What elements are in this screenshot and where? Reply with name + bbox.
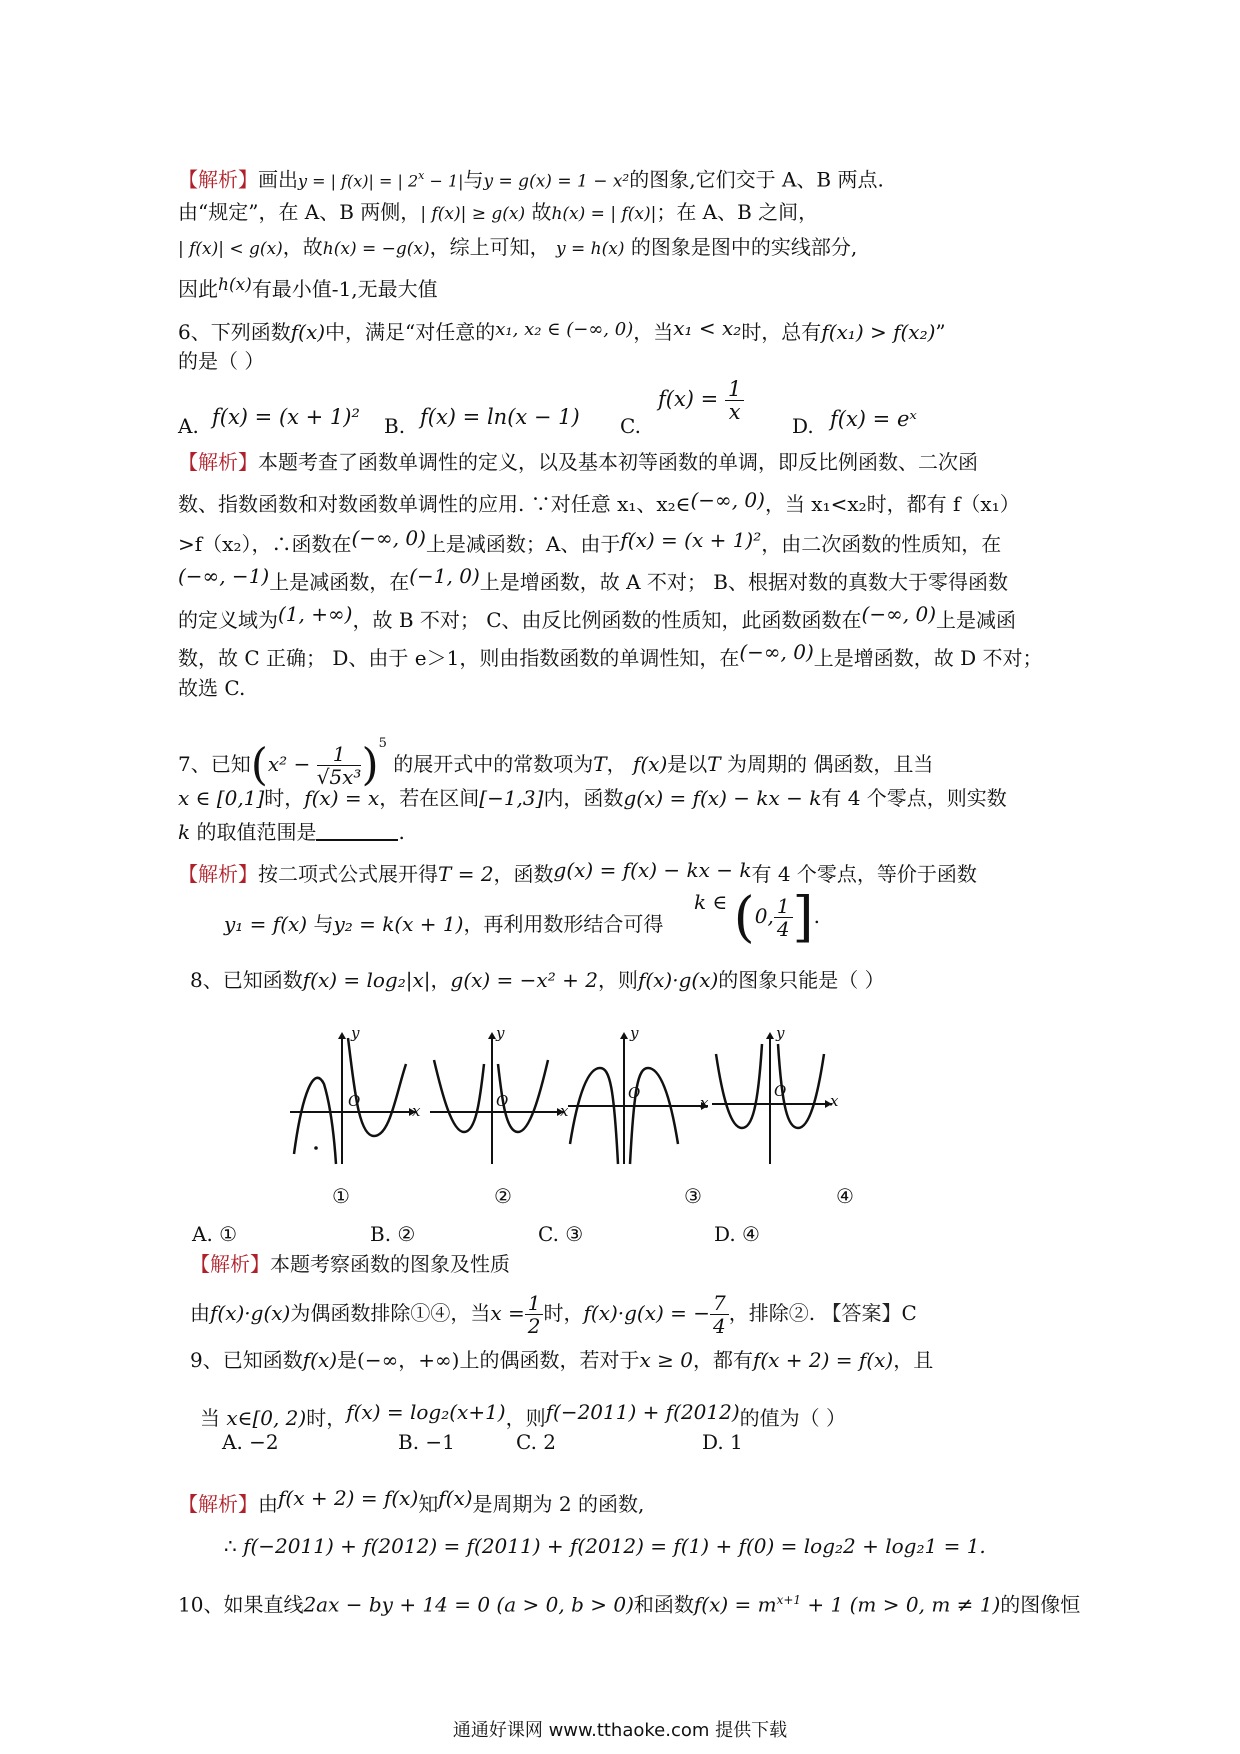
text: 时， (306, 1406, 347, 1430)
analysis-tag: 【解析】 (178, 450, 258, 474)
text: 有 4 个零点，则实数 (821, 786, 1007, 810)
graph-label-3: ③ (684, 1184, 702, 1208)
q9-line-2 (200, 1398, 846, 1432)
text: . (813, 904, 820, 928)
text: ；在 A、B 之间， (656, 200, 819, 224)
math: y = | f(x)| = | 2 (298, 171, 419, 191)
text: 数，故 C 正确； D、由于 e＞1，则由指数函数的单调性知，在 (178, 646, 740, 670)
text: 本题考察函数的图象及性质 (270, 1252, 510, 1276)
analysis-tag: 【解析】 (178, 167, 258, 192)
q6-line-1 (178, 314, 946, 346)
text: 的值为（ ） (739, 1406, 847, 1430)
q8-line-1 (190, 966, 885, 994)
q6-solution-6 (178, 638, 1043, 672)
math: g(x) = −x² + 2 (450, 968, 598, 992)
q9-option-a: A. −2 (222, 1430, 279, 1454)
text: 时， (543, 1301, 584, 1325)
math: + 1 (m > 0, m ≠ 1) (801, 1592, 1001, 1617)
math: f(x) (632, 752, 668, 776)
math: f(x) = x (304, 786, 380, 810)
text: 的图象只能是（ ） (718, 968, 885, 992)
math: f(−2011) + f(2012) (545, 1400, 740, 1424)
fraction-denominator: √5x³ (316, 765, 362, 789)
option-letter: D. (792, 414, 814, 438)
axis-x-label-3: x (700, 1094, 709, 1112)
origin-label-1: O (348, 1092, 361, 1110)
analysis-tag: 【解析】 (190, 1252, 270, 1276)
text: ，且 (893, 1348, 934, 1372)
text: 6、下列函数 (178, 320, 291, 344)
q7-line-1 (178, 730, 934, 791)
math: f(x)·g(x) (637, 968, 719, 992)
math: f(x + 2) = f(x) (752, 1348, 894, 1372)
origin-label-3: O (628, 1084, 641, 1102)
text: 是以 (667, 752, 708, 776)
text: 有最小值-1,无最大值 (251, 277, 438, 301)
q6-option-b (384, 412, 405, 440)
q8-solution-1 (190, 1250, 510, 1278)
text: 画出 (258, 167, 298, 192)
text: 有 4 个零点，等价于函数 (751, 862, 977, 886)
text: . (398, 820, 405, 844)
text: 数、指数函数和对数函数单调性的应用. ∵对任意 x₁、x₂∈ (178, 492, 691, 516)
math: f(x) (438, 1486, 473, 1510)
q6-option-c (620, 412, 641, 440)
text: 9、已知函数 (190, 1348, 303, 1372)
text: 上是增函数，故 D 不对； (813, 646, 1043, 670)
math: h(x) = | f(x)| (551, 204, 657, 224)
option-letter: C. (620, 414, 641, 438)
q6-option-c-math (658, 378, 744, 423)
q7-solution-2 (224, 910, 663, 938)
q6-solution-4 (178, 562, 1008, 596)
text: 上是减函 (936, 608, 1017, 632)
math: f(x + 2) = f(x) (278, 1486, 419, 1510)
fraction-denominator: x (728, 400, 741, 424)
text: 由 (258, 1492, 278, 1516)
text: >f（x₂），∴函数在 (178, 532, 352, 556)
math: f(x₁) > f(x₂) (821, 320, 936, 344)
origin-label-2: O (496, 1092, 509, 1110)
axis-x-label-2: x (560, 1102, 569, 1120)
text: 的图象,它们交于 A、B 两点. (629, 167, 884, 192)
text: ，则 (505, 1406, 546, 1430)
axis-y-label-1: y (351, 1024, 360, 1042)
paren-left: ( (250, 739, 268, 791)
fraction (725, 378, 744, 423)
fraction (317, 743, 362, 788)
text: 知 (418, 1492, 439, 1516)
math: (−∞, 0) (739, 640, 814, 664)
paren-right: ) (361, 739, 379, 791)
text: ” (935, 320, 946, 344)
math: x = (490, 1301, 525, 1325)
q6-option-b-math: f(x) = ln(x − 1) (420, 405, 580, 429)
axis-x-label-1: x (412, 1102, 421, 1120)
q9-solution-1 (178, 1484, 644, 1518)
math: y = g(x) = 1 − x² (483, 171, 630, 192)
fraction-denominator: 2 (527, 1314, 541, 1338)
math: | f(x)| < g(x) (178, 239, 283, 259)
math: f(x) = (x + 1)² (620, 528, 762, 552)
math: f(x) = m (693, 1592, 777, 1617)
math: (1, +∞) (278, 602, 353, 626)
text: 的图像恒 (1000, 1592, 1081, 1617)
math: h(x) = −g(x) (322, 239, 430, 259)
math: x₁, x₂ ∈ (−∞, 0) (495, 319, 634, 340)
text: 故 (531, 200, 552, 224)
text: 为周期的 偶函数，且当 (726, 752, 934, 776)
option-letter: A. (178, 414, 199, 438)
q8-option-c: C. ③ (538, 1222, 584, 1246)
text: 的定义域为 (178, 608, 278, 632)
text: 当 (200, 1406, 220, 1430)
q7-solution-1 (178, 856, 977, 888)
p5-line-2 (178, 198, 818, 228)
text: ， (430, 968, 451, 992)
math: (−∞, 0) (351, 526, 426, 550)
math: [−1,3] (479, 786, 544, 810)
text: 由“规定”，在 A、B 两侧， (178, 200, 421, 224)
math: x ≥ 0 (639, 1348, 693, 1372)
math: k ∈ (694, 890, 728, 914)
math: y = h(x) (556, 239, 625, 259)
graph-label-2: ② (494, 1184, 512, 1208)
answer-value: C (901, 1301, 917, 1325)
math: f(x)·g(x) (210, 1301, 291, 1325)
q6-option-a-math: f(x) = (x + 1)² (212, 405, 360, 429)
text: 按二项式公式展开得 (258, 862, 438, 886)
math: (−1, 0) (409, 564, 480, 588)
text: ， (606, 752, 627, 776)
text: 7、已知 (178, 752, 251, 776)
text: ，函数 (493, 862, 554, 886)
math: f(x) = log₂|x| (302, 968, 431, 992)
text: 的展开式中的常数项为 (393, 752, 594, 776)
math: f(x) = log₂(x+1) (346, 1400, 506, 1424)
math: − (293, 752, 311, 776)
text: 的图象是图中的实线部分, (630, 235, 858, 259)
math: T (593, 752, 607, 776)
p5-line-1: 【解析】画出y = | f(x)| = | $2^x - 1|$与y = g(x) = 1 − x²的图象,它们交于 A、B 两点. (178, 167, 884, 192)
q7-line-3 (178, 818, 405, 846)
text: 为偶函数排除①④，当 (290, 1301, 491, 1325)
math: g(x) = f(x) − kx − k (553, 858, 752, 882)
text: 是(−∞，+∞)上的偶函数，若对于 (337, 1348, 640, 1372)
text: ，故 (282, 235, 323, 259)
q6-option-a (178, 412, 199, 440)
answer-blank (316, 819, 398, 841)
q9-option-d: D. 1 (702, 1430, 743, 1454)
fraction-numerator: 1 (317, 743, 362, 766)
math: 0, (754, 904, 774, 928)
text: 10、如果直线 (178, 1592, 304, 1617)
math: g(x) = f(x) − kx − k (623, 786, 822, 810)
axis-y-label-2: y (496, 1024, 505, 1042)
q8-option-d: D. ④ (714, 1222, 760, 1246)
analysis-tag: 【解析】 (178, 1492, 258, 1516)
fraction-numerator: 1 (525, 1292, 544, 1315)
math: 2ax − by + 14 = 0 (a > 0, b > 0) (303, 1592, 634, 1617)
text: 内，函数 (543, 786, 624, 810)
q8-option-a: A. ① (192, 1222, 238, 1246)
text: 故选 C. (178, 676, 246, 700)
math: y₁ = f(x) (224, 912, 308, 936)
fraction (774, 895, 793, 940)
p5-line-4 (178, 271, 438, 303)
math: f(−2011) + f(2012) = f(2011) + f(2012) = f(1) + f(0) = log₂2 + log₂1 = 1. (243, 1534, 986, 1558)
q10-line-1 (178, 1586, 1080, 1619)
axis-y-label-3: y (630, 1024, 639, 1042)
page-footer: 通通好课网 www.tthaoke.com 提供下载 (452, 1720, 788, 1741)
text: 时，总有 (741, 320, 822, 344)
q6-solution-7 (178, 674, 245, 702)
paren-left: ( (733, 885, 755, 949)
p5-line-3 (178, 233, 857, 263)
text: 的是（ ） (178, 349, 265, 373)
math: x ∈ [0,1] (178, 786, 265, 810)
text: 由 (190, 1301, 210, 1325)
math: − 1| (424, 171, 464, 191)
math: | f(x)| ≥ g(x) (420, 204, 526, 224)
q6-option-d-math: f(x) = eˣ (830, 407, 917, 431)
q6-solution-2 (178, 486, 1020, 518)
text: ，则 (597, 968, 638, 992)
text: 中，满足“对任意的 (325, 320, 496, 344)
fraction (710, 1292, 729, 1337)
math: k (178, 820, 191, 844)
q6-line-2 (178, 347, 264, 375)
text: 与 (463, 167, 484, 192)
q9-option-c: C. 2 (516, 1430, 557, 1454)
exponent: 5 (378, 736, 387, 751)
text: 与 (313, 912, 334, 936)
text: 因此 (178, 277, 218, 301)
axis-x-label-4: x (830, 1092, 839, 1110)
text: 上是减函数；A、由于 (425, 532, 621, 556)
text: ，当 x₁<x₂时，都有 f（x₁） (764, 492, 1020, 516)
math: x² (267, 752, 288, 776)
math: f(x) = (658, 387, 719, 411)
q7-line-2 (178, 784, 1007, 812)
text: ，故 B 不对； C、由反比例函数的性质知，此函数函数在 (352, 608, 862, 632)
exponent: x+1 (776, 1593, 802, 1607)
fraction-denominator: 4 (713, 1314, 726, 1338)
math: T = 2 (438, 862, 494, 886)
text: 时， (264, 786, 305, 810)
math: f(x)·g(x) = − (583, 1301, 711, 1325)
text: 和函数 (633, 1592, 694, 1617)
fraction-numerator: 1 (774, 895, 793, 918)
q9-option-b: B. −1 (398, 1430, 455, 1454)
option-letter: B. (384, 414, 406, 438)
math: f(x) (290, 320, 326, 344)
text: ，由二次函数的性质知，在 (761, 532, 1002, 556)
math: (−∞, 0) (861, 602, 937, 626)
text: ，若在区间 (379, 786, 480, 810)
q6-solution-1 (178, 448, 978, 476)
q6-option-d (792, 412, 814, 440)
q6-solution-3 (178, 524, 1001, 558)
math: (−∞, 0) (690, 488, 765, 512)
q7-solution-range (694, 885, 820, 949)
q6-solution-5 (178, 600, 1016, 634)
text: 是周期为 2 的函数, (472, 1492, 645, 1516)
math: T (707, 752, 721, 776)
fraction-denominator: 4 (776, 917, 790, 941)
text: ，都有 (692, 1348, 753, 1372)
origin-label-4: O (774, 1082, 787, 1100)
math: x₁ < x₂ (673, 316, 742, 340)
text: 上是减函数，在 (269, 570, 410, 594)
math: f(x) (302, 1348, 338, 1372)
graph-label-1: ① (332, 1184, 350, 1208)
math: y₂ = k(x + 1) (333, 912, 464, 936)
math: (−∞, −1) (178, 564, 270, 588)
bracket-right: ] (792, 885, 814, 949)
fraction-numerator: 7 (710, 1292, 729, 1315)
q8-option-b: B. ② (370, 1222, 416, 1246)
graph-label-4: ④ (836, 1184, 854, 1208)
q8-graphs (284, 1024, 944, 1184)
text: 上是增函数，故 A 不对； B、根据对数的真数大于零得函数 (479, 570, 1008, 594)
text: 的取值范围是 (196, 820, 317, 844)
text: ，排除②. (728, 1301, 822, 1325)
analysis-tag: 【解析】 (178, 862, 258, 886)
math: x∈[0, 2) (226, 1406, 307, 1430)
text: ∴ (224, 1534, 237, 1558)
axis-y-label-4: y (776, 1024, 785, 1042)
math: h(x) (218, 275, 252, 295)
text: 8、已知函数 (190, 968, 303, 992)
text: ，当 (633, 320, 674, 344)
q8-solution-2 (190, 1292, 917, 1337)
text: ，再利用数形结合可得 (463, 912, 664, 936)
q9-solution-2 (224, 1532, 986, 1560)
fraction (525, 1292, 544, 1337)
answer-tag: 【答案】 (821, 1301, 902, 1325)
q9-line-1 (190, 1346, 933, 1374)
text: ，综上可知， (429, 235, 550, 259)
text: 本题考查了函数单调性的定义，以及基本初等函数的单调，即反比例函数、二次函 (258, 450, 978, 474)
graph-4 (712, 1032, 832, 1164)
fraction-numerator: 1 (725, 378, 744, 401)
